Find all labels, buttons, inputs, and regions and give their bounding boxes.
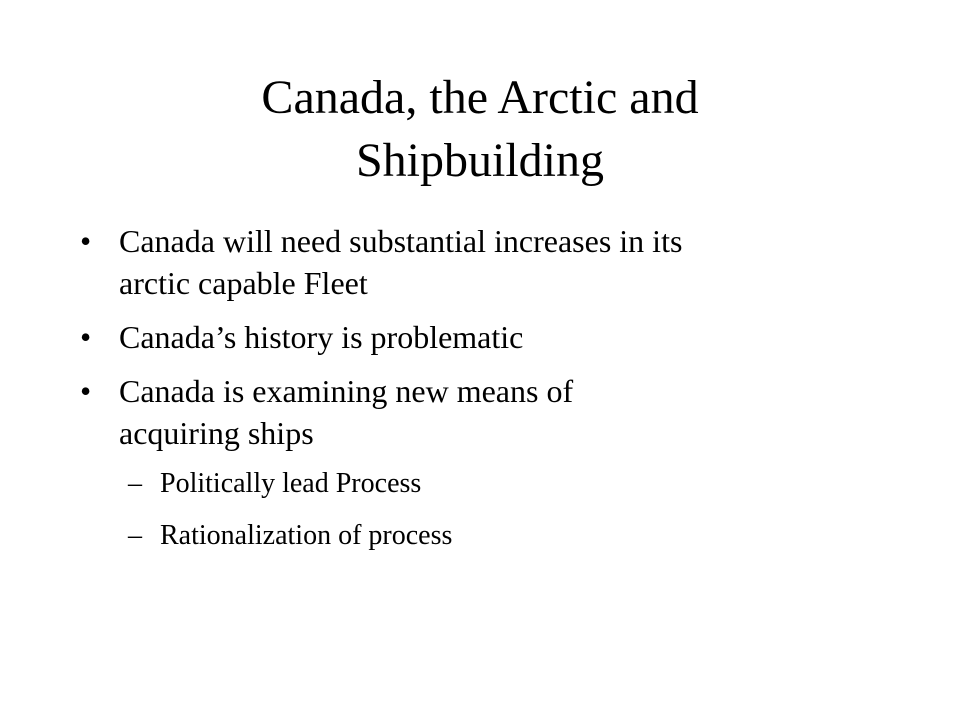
sub-bullet-marker: – <box>128 520 142 551</box>
slide-title-line-2: Shipbuilding <box>355 134 605 187</box>
bullet-item-history <box>80 316 890 358</box>
bullet-marker: • <box>80 223 92 259</box>
sub-bullet-text: Rationalization of process <box>160 520 453 551</box>
sub-bullet-marker: – <box>128 468 142 499</box>
bullet-list <box>80 220 890 570</box>
bullet-item-fleet <box>80 220 890 304</box>
bullet-text-line: acquiring ships <box>119 415 314 451</box>
slide-title-line-1: Canada, the Arctic and <box>261 71 699 124</box>
bullet-text-line: Canada’s history is problematic <box>119 319 524 355</box>
bullet-item-acquiring <box>80 370 890 454</box>
sub-bullet-rationalization <box>80 518 890 554</box>
slide-title <box>80 66 880 192</box>
bullet-text-line: Canada is examining new means of <box>119 373 574 409</box>
sub-bullet-politically-lead <box>80 466 890 502</box>
bullet-marker: • <box>80 319 92 355</box>
bullet-marker: • <box>80 373 92 409</box>
bullet-text-line: Canada will need substantial increases in its <box>119 223 683 259</box>
bullet-text-line: arctic capable Fleet <box>119 265 368 301</box>
sub-bullet-text: Politically lead Process <box>160 468 422 499</box>
